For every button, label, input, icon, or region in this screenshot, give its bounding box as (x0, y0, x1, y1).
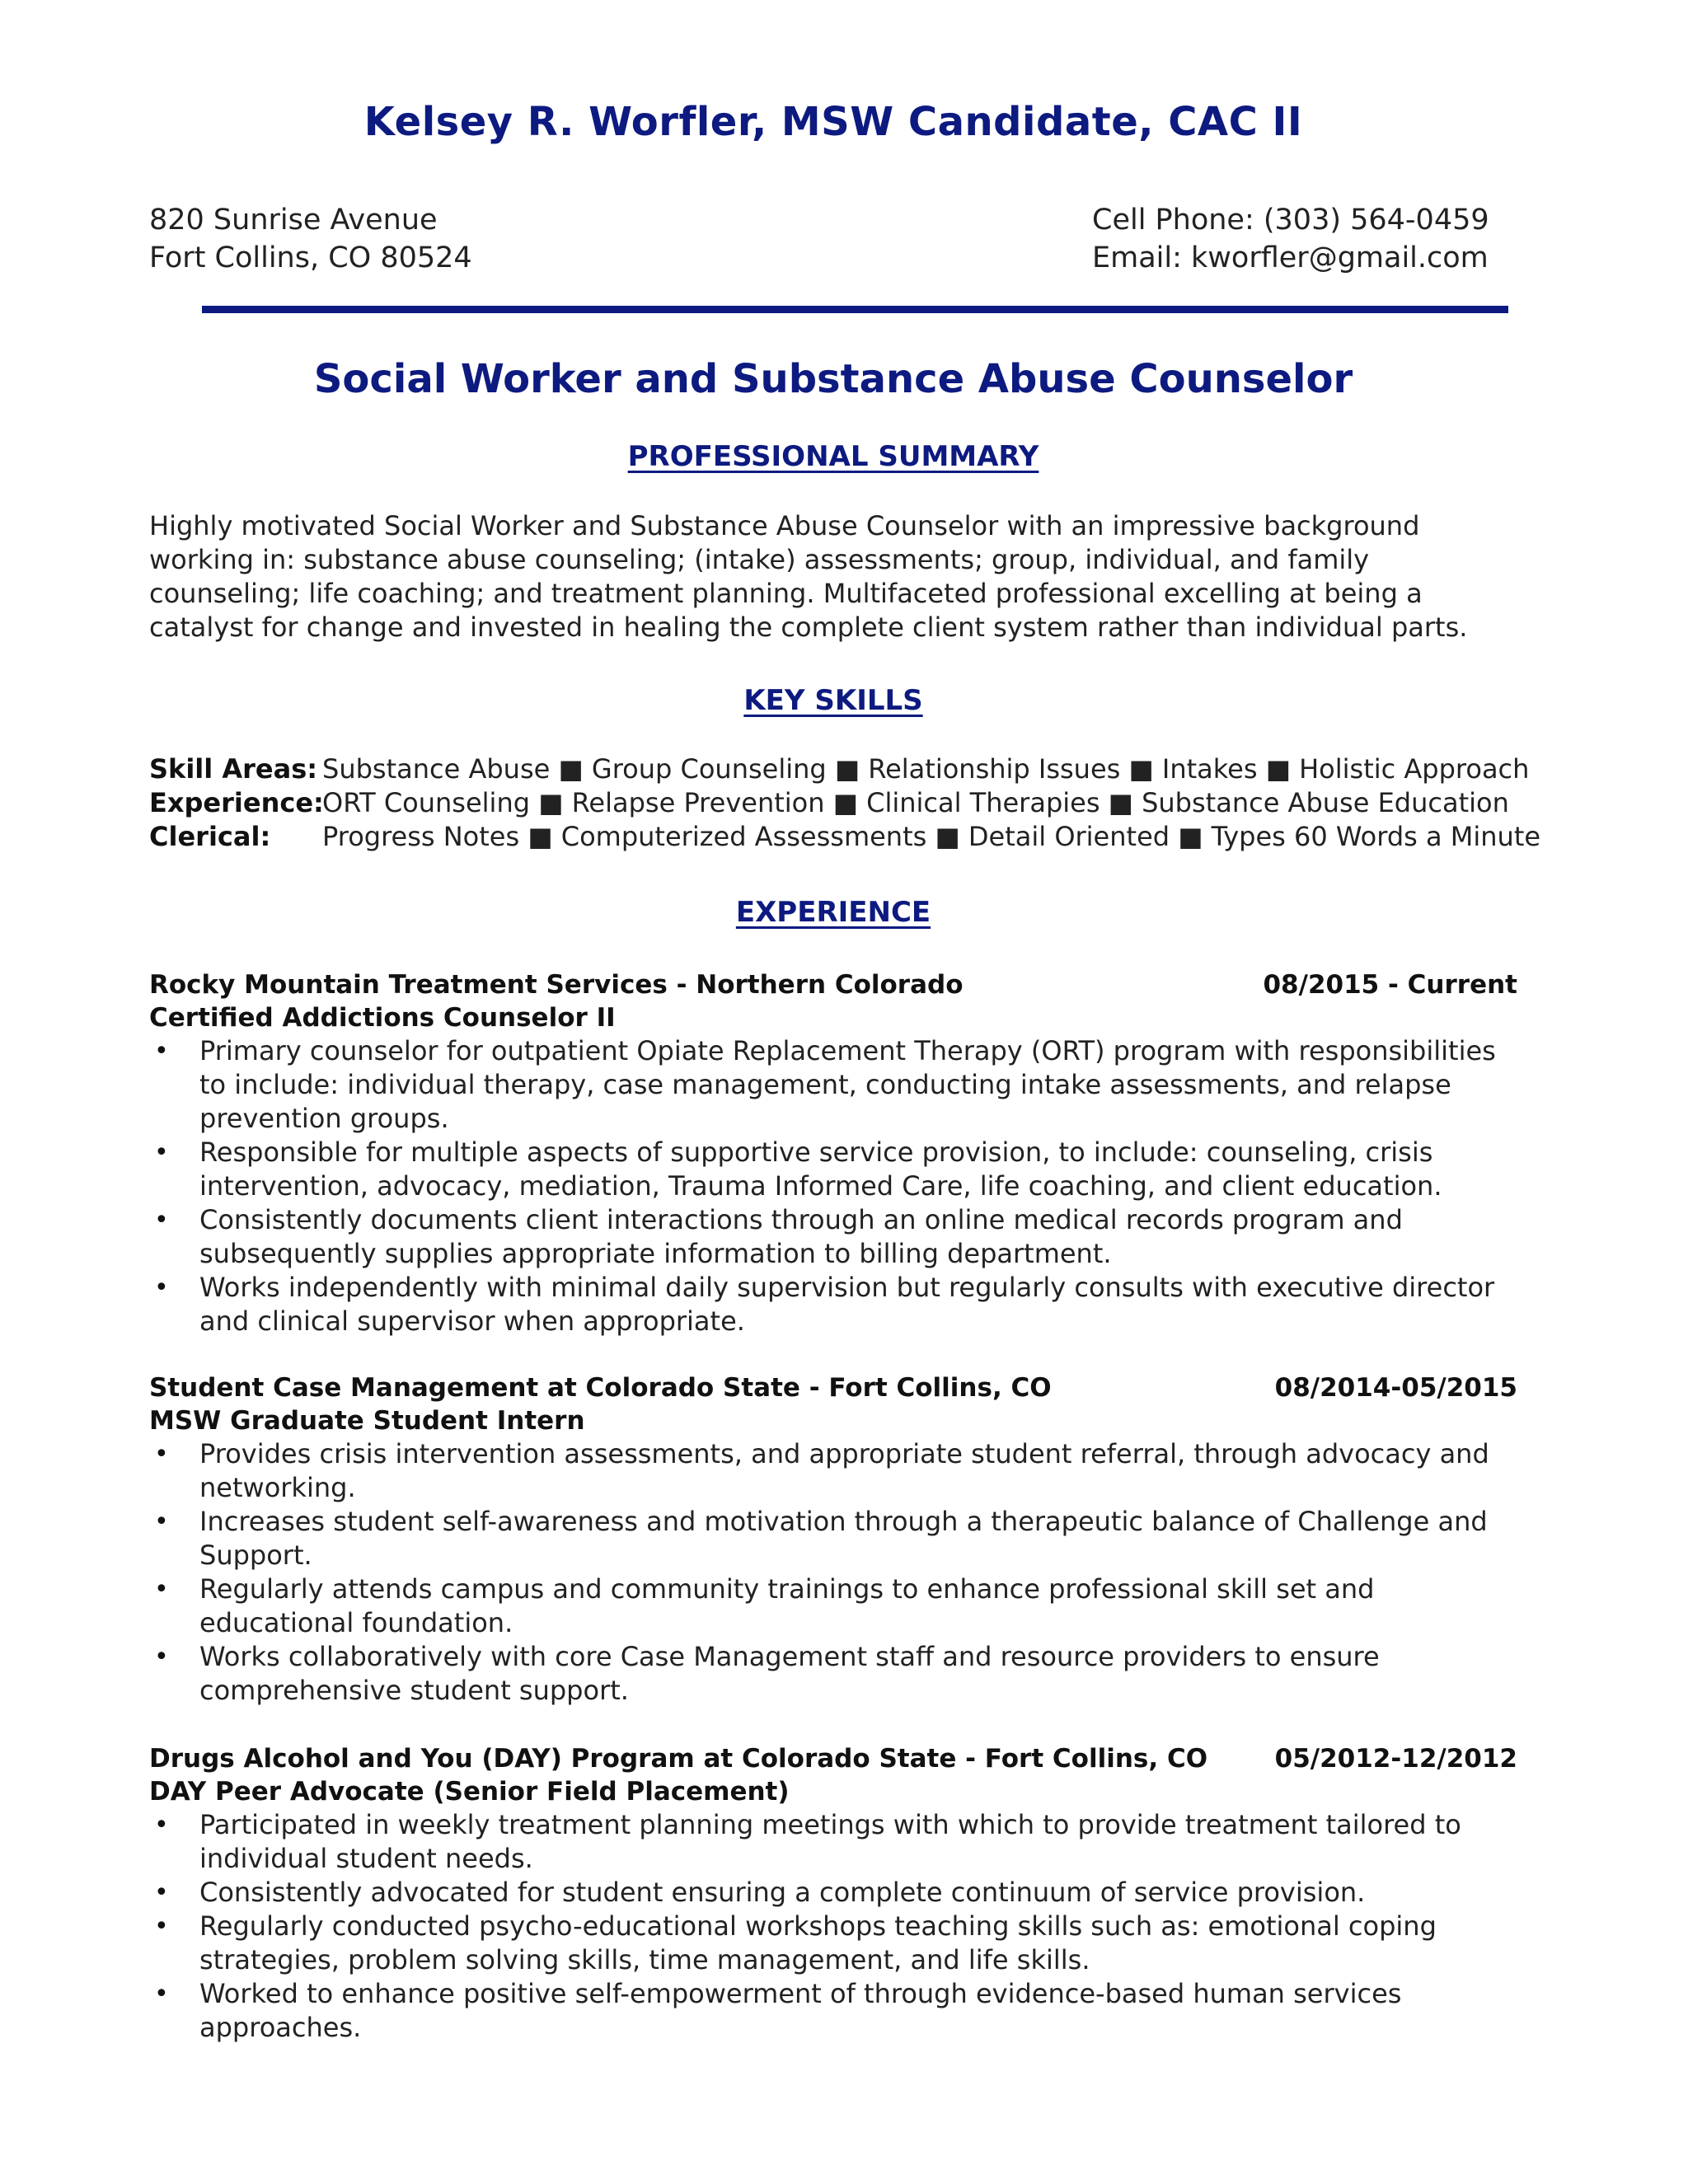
summary-text: Highly motivated Social Worker and Substance Abuse Counselor with an impressive background working in: substance abuse counseling; (intake) assessments; group, individual, and family counseling; life coaching; and treatment planning. Multifaceted professional excelling at being a catalyst for change and invested in healing the complete client system rather than individual parts. (149, 510, 1468, 643)
email-address: Email: kworfler@gmail.com (1092, 241, 1489, 274)
job-employer: Rocky Mountain Treatment Services - Northern Colorado (149, 970, 964, 1000)
job-dates: 08/2015 - Current (1263, 970, 1517, 1000)
duty-item: • Works independently with minimal daily supervision but regularly consults with executive director and clinical supervisor when appropriate. (149, 1271, 1517, 1338)
professional-headline: Social Worker and Substance Abuse Counselor (313, 356, 1353, 402)
duty-item: • Regularly attends campus and community trainings to enhance professional skill set and educational foundation. (149, 1572, 1517, 1640)
job-duties (149, 1034, 1517, 1338)
contact-block (1092, 201, 1489, 277)
duty-item: • Responsible for multiple aspects of supportive service provision, to include: counseling, crisis intervention, advocacy, mediation, Trauma Informed Care, life coaching, and client education. (149, 1136, 1517, 1203)
skills-table (149, 752, 1540, 854)
skill-values: ORT Counseling ■ Relapse Prevention ■ Clinical Therapies ■ Substance Abuse Education (322, 787, 1509, 818)
job-title: MSW Graduate Student Intern (149, 1406, 585, 1436)
duty-item: • Regularly conducted psycho-educational workshops teaching skills such as: emotional coping strategies, problem solving skills, time management, and life skills. (149, 1910, 1517, 1977)
duty-item: • Provides crisis intervention assessments, and appropriate student referral, through advocacy and networking. (149, 1437, 1517, 1505)
job-header (149, 1742, 1517, 1775)
job-employer: Student Case Management at Colorado State - Fort Collins, CO (149, 1373, 1052, 1403)
job-title: DAY Peer Advocate (Senior Field Placement) (149, 1777, 790, 1807)
duty-item: • Primary counselor for outpatient Opiate Replacement Therapy (ORT) program with responsibilities to include: individual therapy, case management, conducting intake assessments, and relapse prevention groups. (149, 1034, 1517, 1136)
job-dates: 05/2012-12/2012 (1274, 1744, 1517, 1774)
summary-heading: PROFESSIONAL SUMMARY (627, 440, 1039, 473)
address-block (149, 201, 472, 277)
phone-number: Cell Phone: (303) 564-0459 (1092, 204, 1489, 237)
experience-heading: EXPERIENCE (735, 896, 931, 929)
skill-row (149, 820, 1540, 854)
duty-item: • Consistently documents client interactions through an online medical records program and subsequently supplies appropriate information to billing department. (149, 1203, 1517, 1271)
job-duties (149, 1808, 1517, 2045)
job-title: Certified Addictions Counselor II (149, 1003, 616, 1033)
skill-values: Progress Notes ■ Computerized Assessments ■ Detail Oriented ■ Types 60 Words a Minute (322, 821, 1541, 852)
job-header (149, 968, 1517, 1001)
skill-values: Substance Abuse ■ Group Counseling ■ Relationship Issues ■ Intakes ■ Holistic Approach (322, 753, 1530, 785)
job-entry (149, 1371, 1517, 1708)
skill-label: Clerical: (149, 821, 271, 852)
job-employer: Drugs Alcohol and You (DAY) Program at Colorado State - Fort Collins, CO (149, 1744, 1208, 1774)
job-header (149, 1371, 1517, 1404)
job-dates: 08/2014-05/2015 (1274, 1373, 1517, 1403)
job-entry (149, 1742, 1517, 2045)
skill-label: Experience: (149, 787, 324, 818)
duty-item: • Increases student self-awareness and motivation through a therapeutic balance of Challenge and Support. (149, 1505, 1517, 1572)
duty-item: • Worked to enhance positive self-empowerment of through evidence-based human services approaches. (149, 1977, 1517, 2045)
skill-label: Skill Areas: (149, 753, 318, 785)
address-line-2: Fort Collins, CO 80524 (149, 241, 472, 274)
job-duties (149, 1437, 1517, 1708)
duty-item: • Participated in weekly treatment planning meetings with which to provide treatment tailored to individual student needs. (149, 1808, 1517, 1876)
header-divider (202, 306, 1508, 313)
skill-row (149, 786, 1540, 820)
skills-heading: KEY SKILLS (743, 684, 923, 717)
address-line-1: 820 Sunrise Avenue (149, 204, 438, 237)
duty-item: • Works collaboratively with core Case Management staff and resource providers to ensure comprehensive student support. (149, 1640, 1517, 1708)
duty-item: • Consistently advocated for student ensuring a complete continuum of service provision. (149, 1876, 1517, 1910)
job-entry (149, 968, 1517, 1338)
skill-row (149, 752, 1540, 786)
candidate-name: Kelsey R. Worfler, MSW Candidate, CAC II (363, 99, 1303, 145)
